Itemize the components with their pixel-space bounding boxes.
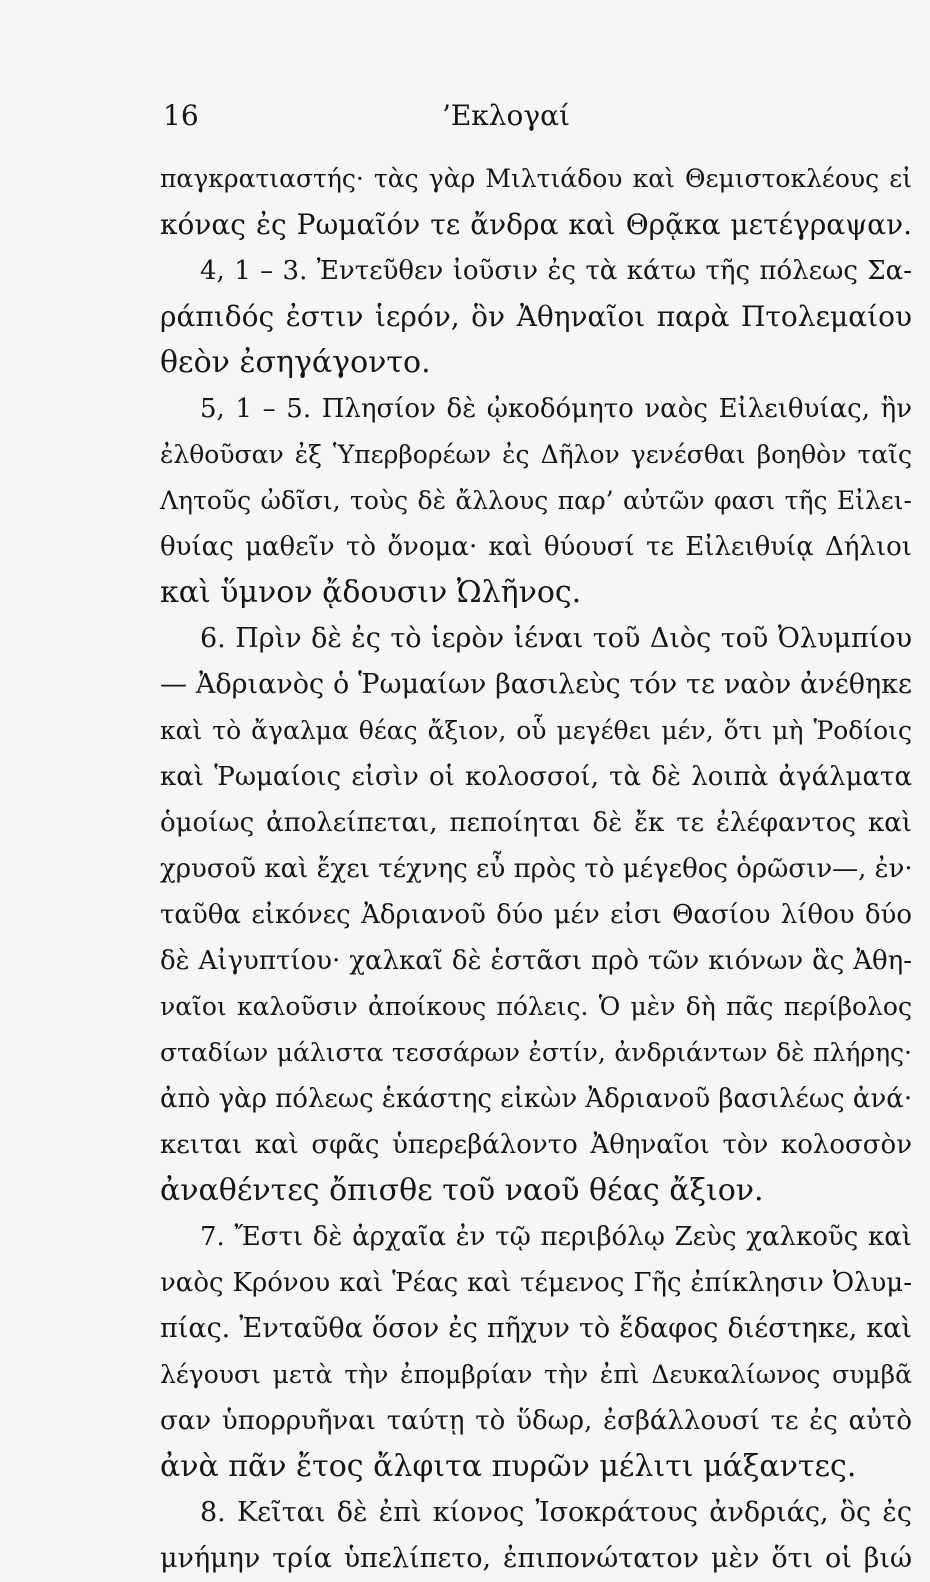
text-line: ναὸς Κρόνου καὶ Ῥέας καὶ τέμενος Γῆς ἐπίκλησιν Ὀλυμ- — [160, 1268, 912, 1298]
text-line: ὁμοίως ἀπολείπεται, πεποίηται δὲ ἔκ τε ἐλέφαντος καὶ — [160, 808, 912, 838]
text-line: 6. Πρὶν δὲ ἐς τὸ ἱερὸν ἰέναι τοῦ Διὸς τοῦ Ὀλυμπίου — [200, 623, 912, 654]
page-header — [0, 96, 930, 136]
text-line: κειται καὶ σφᾶς ὑπερεβάλοντο Ἀθηναῖοι τὸν κολοσσὸν — [160, 1130, 912, 1160]
text-line: καὶ τὸ ἄγαλμα θέας ἄξιον, οὗ μεγέθει μέν, ὅτι μὴ Ῥοδίοις — [160, 716, 912, 745]
page-number: 16 — [163, 99, 199, 132]
text-line: 5, 1 – 5. Πλησίον δὲ ᾠκοδόμητο ναὸς Εἰλειθυίας, ἣν — [200, 394, 912, 424]
text-line: λέγουσι μετὰ τὴν ἐπομβρίαν τὴν ἐπὶ Δευκαλίωνος συμβᾶ — [160, 1360, 912, 1389]
text-line: θεὸν ἐσηγάγοντο. — [160, 345, 431, 380]
text-line: ἀπὸ γὰρ πόλεως ἑκάστης εἰκὼν Ἀδριανοῦ βασιλέως ἀνά· — [160, 1084, 913, 1114]
body-text — [160, 156, 912, 1582]
text-line: σαν ὑπορρυῆναι ταύτῃ τὸ ὕδωρ, ἐσβάλλουσί τε ἐς αὐτὸ — [160, 1406, 912, 1436]
text-line: ναῖοι καλοῦσιν ἀποίκους πόλεις. Ὁ μὲν δὴ πᾶς περίβολος — [160, 992, 912, 1021]
text-line: ἀνὰ πᾶν ἔτος ἄλφιτα πυρῶν μέλιτι μάξαντες. — [160, 1449, 857, 1484]
text-line: 4, 1 – 3. Ἐντεῦθεν ἰοῦσιν ἐς τὰ κάτω τῆς πόλεως Σα- — [200, 256, 912, 286]
text-line: χρυσοῦ καὶ ἔχει τέχνης εὖ πρὸς τὸ μέγεθος ὁρῶσιν—, ἐν· — [160, 854, 913, 884]
text-line: παγκρατιαστής· τὰς γὰρ Μιλτιάδου καὶ Θεμιστοκλέους εἰ — [160, 164, 912, 193]
text-line: Λητοῦς ὠδῖσι, τοὺς δὲ ἄλλους παρ’ αὐτῶν φασι τῆς Εἰλει- — [160, 486, 912, 515]
text-line: κόνας ἐς Ρωμαῖόν τε ἄνδρα καὶ Θρᾷκα μετέγραψαν. — [160, 208, 912, 241]
text-line: — Ἀδριανὸς ὁ Ῥωμαίων βασιλεὺς τόν τε ναὸν ἀνέθηκε — [160, 669, 912, 700]
text-line: 8. Κεῖται δὲ ἐπὶ κίονος Ἰσοκράτους ἀνδριάς, ὃς ἐς — [200, 1497, 912, 1528]
text-line: δὲ Αἰγυπτίου· χαλκαῖ δὲ ἑστᾶσι πρὸ τῶν κιόνων ἃς Ἀθη- — [160, 946, 912, 976]
text-line: ἀναθέντες ὄπισθε τοῦ ναοῦ θέας ἄξιον. — [160, 1173, 764, 1208]
text-line: ταῦθα εἰκόνες Ἀδριανοῦ δύο μέν εἰσι Θασίου λίθου δύο — [160, 900, 912, 930]
text-line: ἐλθοῦσαν ἐξ Ὑπερβορέων ἐς Δῆλον γενέσθαι βοηθὸν ταῖς — [160, 440, 912, 469]
text-line: ράπιδός ἐστιν ἱερόν, ὃν Ἀθηναῖοι παρὰ Πτολεμαίου — [160, 300, 912, 333]
text-line: θυίας μαθεῖν τὸ ὄνομα· καὶ θύουσί τε Εἰλειθυίᾳ Δήλιοι — [160, 532, 912, 562]
text-line: πίας. Ἐνταῦθα ὅσον ἐς πῆχυν τὸ ἔδαφος διέστηκε, καὶ — [160, 1313, 912, 1344]
text-line: σταδίων μάλιστα τεσσάρων ἐστίν, ἀνδριάντων δὲ πλήρης· — [160, 1038, 912, 1067]
text-line: καὶ Ῥωμαίοις εἰσὶν οἱ κολοσσοί, τὰ δὲ λοιπὰ ἀγάλματα — [160, 762, 912, 792]
running-title: ’Εκλογαί — [441, 99, 571, 132]
text-line: 7. Ἔστι δὲ ἀρχαῖα ἐν τῷ περιβόλῳ Ζεὺς χαλκοῦς καὶ — [200, 1222, 912, 1252]
text-line: καὶ ὕμνον ᾄδουσιν Ὠλῆνος. — [160, 575, 582, 610]
text-line: μνήμην τρία ὑπελίπετο, ἐπιπονώτατον μὲν ὅτι οἱ βιώ — [160, 1543, 912, 1574]
